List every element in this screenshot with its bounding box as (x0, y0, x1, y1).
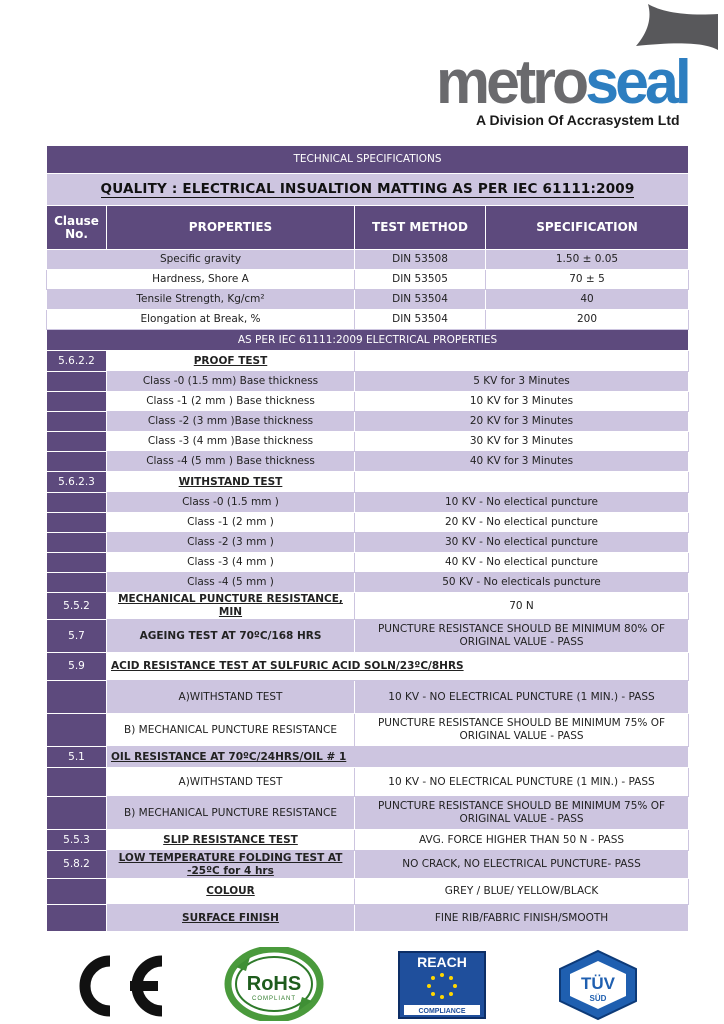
table-row (47, 747, 689, 768)
property-cell: B) MECHANICAL PUNCTURE RESISTANCE (107, 714, 355, 747)
property-cell: PROOF TEST (107, 351, 355, 372)
property-cell: Class -0 (1.5 mm ) (107, 493, 355, 513)
spec-cell (355, 351, 689, 372)
property-cell: Hardness, Shore A (47, 270, 355, 290)
spec-cell: 10 KV - No electical puncture (355, 493, 689, 513)
property-cell: OIL RESISTANCE AT 70ºC/24HRS/OIL # 1 (107, 747, 689, 768)
table-row (47, 797, 689, 830)
table-row (47, 452, 689, 472)
clause-cell (47, 768, 107, 797)
reach-badge-icon (398, 951, 486, 1019)
clause-cell (47, 797, 107, 830)
clause-cell (47, 573, 107, 593)
property-cell: Class -0 (1.5 mm) Base thickness (107, 372, 355, 392)
spec-cell: 200 (486, 310, 689, 330)
col-clause: Clause No. (47, 206, 107, 250)
table-row (47, 620, 689, 653)
property-cell: Class -1 (2 mm ) Base thickness (107, 392, 355, 412)
spec-cell: 70 N (355, 593, 689, 620)
spec-cell: AVG. FORCE HIGHER THAN 50 N - PASS (355, 830, 689, 851)
svg-text:COMPLIANCE: COMPLIANCE (418, 1008, 466, 1015)
spec-cell: GREY / BLUE/ YELLOW/BLACK (355, 879, 689, 905)
clause-cell (47, 493, 107, 513)
spec-cell: 20 KV - No electical puncture (355, 513, 689, 533)
table-row (47, 250, 689, 270)
table-row (47, 310, 689, 330)
ce-mark-icon (66, 955, 166, 1017)
col-specification: SPECIFICATION (486, 206, 689, 250)
svg-text:REACH: REACH (417, 954, 467, 970)
property-cell: A)WITHSTAND TEST (107, 768, 355, 797)
spec-cell: 1.50 ± 0.05 (486, 250, 689, 270)
clause-cell (47, 392, 107, 412)
property-cell: B) MECHANICAL PUNCTURE RESISTANCE (107, 797, 355, 830)
table-row (47, 653, 689, 681)
spec-cell: 50 KV - No electicals puncture (355, 573, 689, 593)
spec-cell: 40 (486, 290, 689, 310)
clause-cell: 5.6.2.2 (47, 351, 107, 372)
clause-cell (47, 879, 107, 905)
svg-text:SÜD: SÜD (589, 994, 607, 1003)
spec-cell (355, 472, 689, 493)
spec-table (46, 145, 689, 932)
method-cell: DIN 53504 (355, 310, 486, 330)
section-title: TECHNICAL SPECIFICATIONS (47, 146, 689, 174)
table-row (47, 372, 689, 392)
clause-cell (47, 432, 107, 452)
property-cell: Class -3 (4 mm ) (107, 553, 355, 573)
property-cell: WITHSTAND TEST (107, 472, 355, 493)
clause-cell (47, 533, 107, 553)
spec-cell: 70 ± 5 (486, 270, 689, 290)
clause-cell (47, 553, 107, 573)
table-row (47, 392, 689, 412)
spec-cell: FINE RIB/FABRIC FINISH/SMOOTH (355, 905, 689, 932)
certification-strip (0, 945, 724, 1024)
column-header-row (47, 206, 689, 250)
clause-cell (47, 714, 107, 747)
wing-icon (634, 2, 718, 50)
spec-cell: 10 KV - NO ELECTRICAL PUNCTURE (1 MIN.) - PASS (355, 768, 689, 797)
spec-cell: 30 KV - No electical puncture (355, 533, 689, 553)
spec-cell: 40 KV - No electical puncture (355, 553, 689, 573)
table-row (47, 830, 689, 851)
clause-cell: 5.1 (47, 747, 107, 768)
table-row (47, 351, 689, 372)
spec-cell: 30 KV for 3 Minutes (355, 432, 689, 452)
property-cell: ACID RESISTANCE TEST AT SULFURIC ACID SOLN/23ºC/8HRS (107, 653, 689, 681)
rohs-badge-icon (224, 947, 324, 1021)
table-row (47, 573, 689, 593)
table-row (47, 493, 689, 513)
spec-cell: NO CRACK, NO ELECTRICAL PUNCTURE- PASS (355, 851, 689, 879)
method-cell: DIN 53505 (355, 270, 486, 290)
method-cell: DIN 53508 (355, 250, 486, 270)
table-row (47, 412, 689, 432)
spec-cell: 10 KV - NO ELECTRICAL PUNCTURE (1 MIN.) - PASS (355, 681, 689, 714)
property-cell: Specific gravity (47, 250, 355, 270)
brand-tagline: A Division Of Accrasystem Ltd (476, 112, 680, 128)
clause-cell: 5.5.3 (47, 830, 107, 851)
electrical-title: AS PER IEC 61111:2009 ELECTRICAL PROPERTIES (47, 330, 689, 351)
table-row (47, 879, 689, 905)
clause-cell (47, 681, 107, 714)
property-cell: A)WITHSTAND TEST (107, 681, 355, 714)
spec-cell: PUNCTURE RESISTANCE SHOULD BE MINIMUM 75% OF ORIGINAL VALUE - PASS (355, 714, 689, 747)
quality-title: QUALITY : ELECTRICAL INSUALTION MATTING AS PER IEC 61111:2009 (47, 174, 689, 206)
table-row (47, 513, 689, 533)
table-row (47, 432, 689, 452)
spec-cell: PUNCTURE RESISTANCE SHOULD BE MINIMUM 75% OF ORIGINAL VALUE - PASS (355, 797, 689, 830)
property-cell: SLIP RESISTANCE TEST (107, 830, 355, 851)
clause-cell: 5.9 (47, 653, 107, 681)
spec-cell: 20 KV for 3 Minutes (355, 412, 689, 432)
col-test-method: TEST METHOD (355, 206, 486, 250)
clause-cell (47, 412, 107, 432)
clause-cell: 5.8.2 (47, 851, 107, 879)
table-row (47, 905, 689, 932)
table-row (47, 290, 689, 310)
clause-cell: 5.6.2.3 (47, 472, 107, 493)
table-row (47, 681, 689, 714)
table-row (47, 553, 689, 573)
spec-cell: 10 KV for 3 Minutes (355, 392, 689, 412)
property-cell: Class -2 (3 mm ) (107, 533, 355, 553)
property-cell: Class -4 (5 mm ) Base thickness (107, 452, 355, 472)
property-cell: Elongation at Break, % (47, 310, 355, 330)
svg-text:RoHS: RoHS (246, 973, 302, 995)
property-cell: SURFACE FINISH (107, 905, 355, 932)
method-cell: DIN 53504 (355, 290, 486, 310)
table-row (47, 768, 689, 797)
property-cell: LOW TEMPERATURE FOLDING TEST AT -25ºC for 4 hrs (107, 851, 355, 879)
spec-cell: 5 KV for 3 Minutes (355, 372, 689, 392)
spec-cell: PUNCTURE RESISTANCE SHOULD BE MINIMUM 80% OF ORIGINAL VALUE - PASS (355, 620, 689, 653)
property-cell: Class -1 (2 mm ) (107, 513, 355, 533)
brand-wordmark: metroseal (436, 48, 688, 117)
property-cell: Class -3 (4 mm )Base thickness (107, 432, 355, 452)
table-row (47, 714, 689, 747)
spec-cell: 40 KV for 3 Minutes (355, 452, 689, 472)
table-row (47, 270, 689, 290)
property-cell: Class -2 (3 mm )Base thickness (107, 412, 355, 432)
clause-cell (47, 452, 107, 472)
svg-text:CE: CE (66, 955, 68, 956)
col-properties: PROPERTIES (107, 206, 355, 250)
property-cell: MECHANICAL PUNCTURE RESISTANCE, MIN (107, 593, 355, 620)
svg-text:TÜV: TÜV (581, 974, 615, 993)
svg-text:COMPLIANT: COMPLIANT (251, 996, 297, 1002)
clause-cell (47, 372, 107, 392)
tuv-badge-icon (556, 949, 640, 1021)
table-row (47, 851, 689, 879)
property-cell: COLOUR (107, 879, 355, 905)
company-logo (430, 0, 724, 135)
clause-cell (47, 513, 107, 533)
table-row (47, 472, 689, 493)
property-cell: Tensile Strength, Kg/cm² (47, 290, 355, 310)
property-cell: AGEING TEST AT 70ºC/168 HRS (107, 620, 355, 653)
table-row (47, 593, 689, 620)
clause-cell: 5.7 (47, 620, 107, 653)
table-row (47, 533, 689, 553)
clause-cell (47, 905, 107, 932)
clause-cell: 5.5.2 (47, 593, 107, 620)
property-cell: Class -4 (5 mm ) (107, 573, 355, 593)
